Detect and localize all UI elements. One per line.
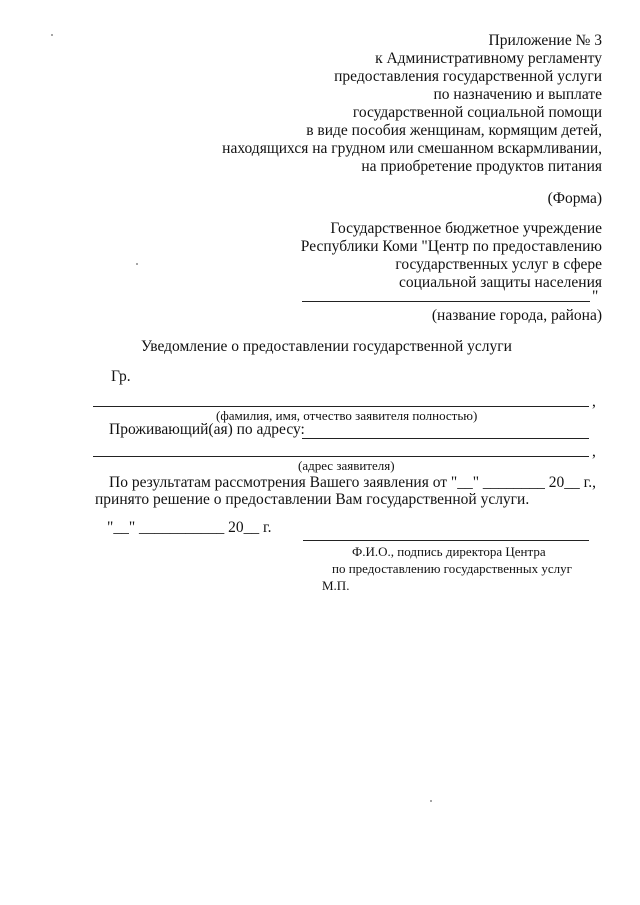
address-comma: , [592, 443, 596, 460]
signature-line[interactable] [303, 540, 589, 541]
scan-speck [136, 263, 138, 265]
header-line-regulation: к Административному регламенту [375, 50, 602, 67]
appendix-number: Приложение № 3 [488, 32, 602, 49]
city-caption: (название города, района) [431, 307, 602, 324]
recipient-line-3: государственных услуг в сфере [395, 256, 602, 273]
signature-caption-2: по предоставлению государственных услуг [332, 561, 572, 576]
form-label: (Форма) [547, 190, 602, 207]
stamp-label: М.П. [322, 578, 350, 593]
document-title: Уведомление о предоставлении государственной услуги [141, 338, 512, 355]
city-field-line[interactable] [302, 301, 590, 302]
name-caption: (фамилия, имя, отчество заявителя полностью) [216, 408, 478, 423]
header-line-allowance: в виде пособия женщинам, кормящим детей, [306, 122, 602, 139]
header-line-assistance: государственной социальной помощи [352, 104, 602, 121]
header-line-food: на приобретение продуктов питания [361, 158, 602, 175]
header-line-assignment: по назначению и выплате [433, 86, 602, 103]
recipient-line-2: Республики Коми "Центр по предоставлению [300, 238, 602, 255]
header-line-feeding: находящихся на грудном или смешанном вскармливании, [222, 140, 602, 157]
scan-speck [51, 34, 53, 36]
signature-date: "__" ___________ 20__ г. [107, 519, 272, 536]
header-line-service: предоставления государственной услуги [334, 68, 602, 85]
scan-speck [430, 800, 432, 802]
decision-line-2: принято решение о предоставлении Вам государственной услуги. [95, 491, 530, 508]
recipient-line-1: Государственное бюджетное учреждение [330, 220, 602, 237]
address-caption: (адрес заявителя) [298, 458, 395, 473]
address-line-1[interactable] [302, 438, 589, 439]
address-label: Проживающий(ая) по адресу: [109, 421, 305, 438]
signature-caption-1: Ф.И.О., подпись директора Центра [352, 544, 546, 559]
recipient-line-4: социальной защиты населения [398, 274, 602, 291]
decision-line-1: По результатам рассмотрения Вашего заявления от "__" ________ 20__ г., [109, 474, 597, 491]
closing-quote: " [592, 288, 599, 305]
applicant-prefix: Гр. [111, 368, 131, 385]
name-comma: , [592, 393, 596, 410]
